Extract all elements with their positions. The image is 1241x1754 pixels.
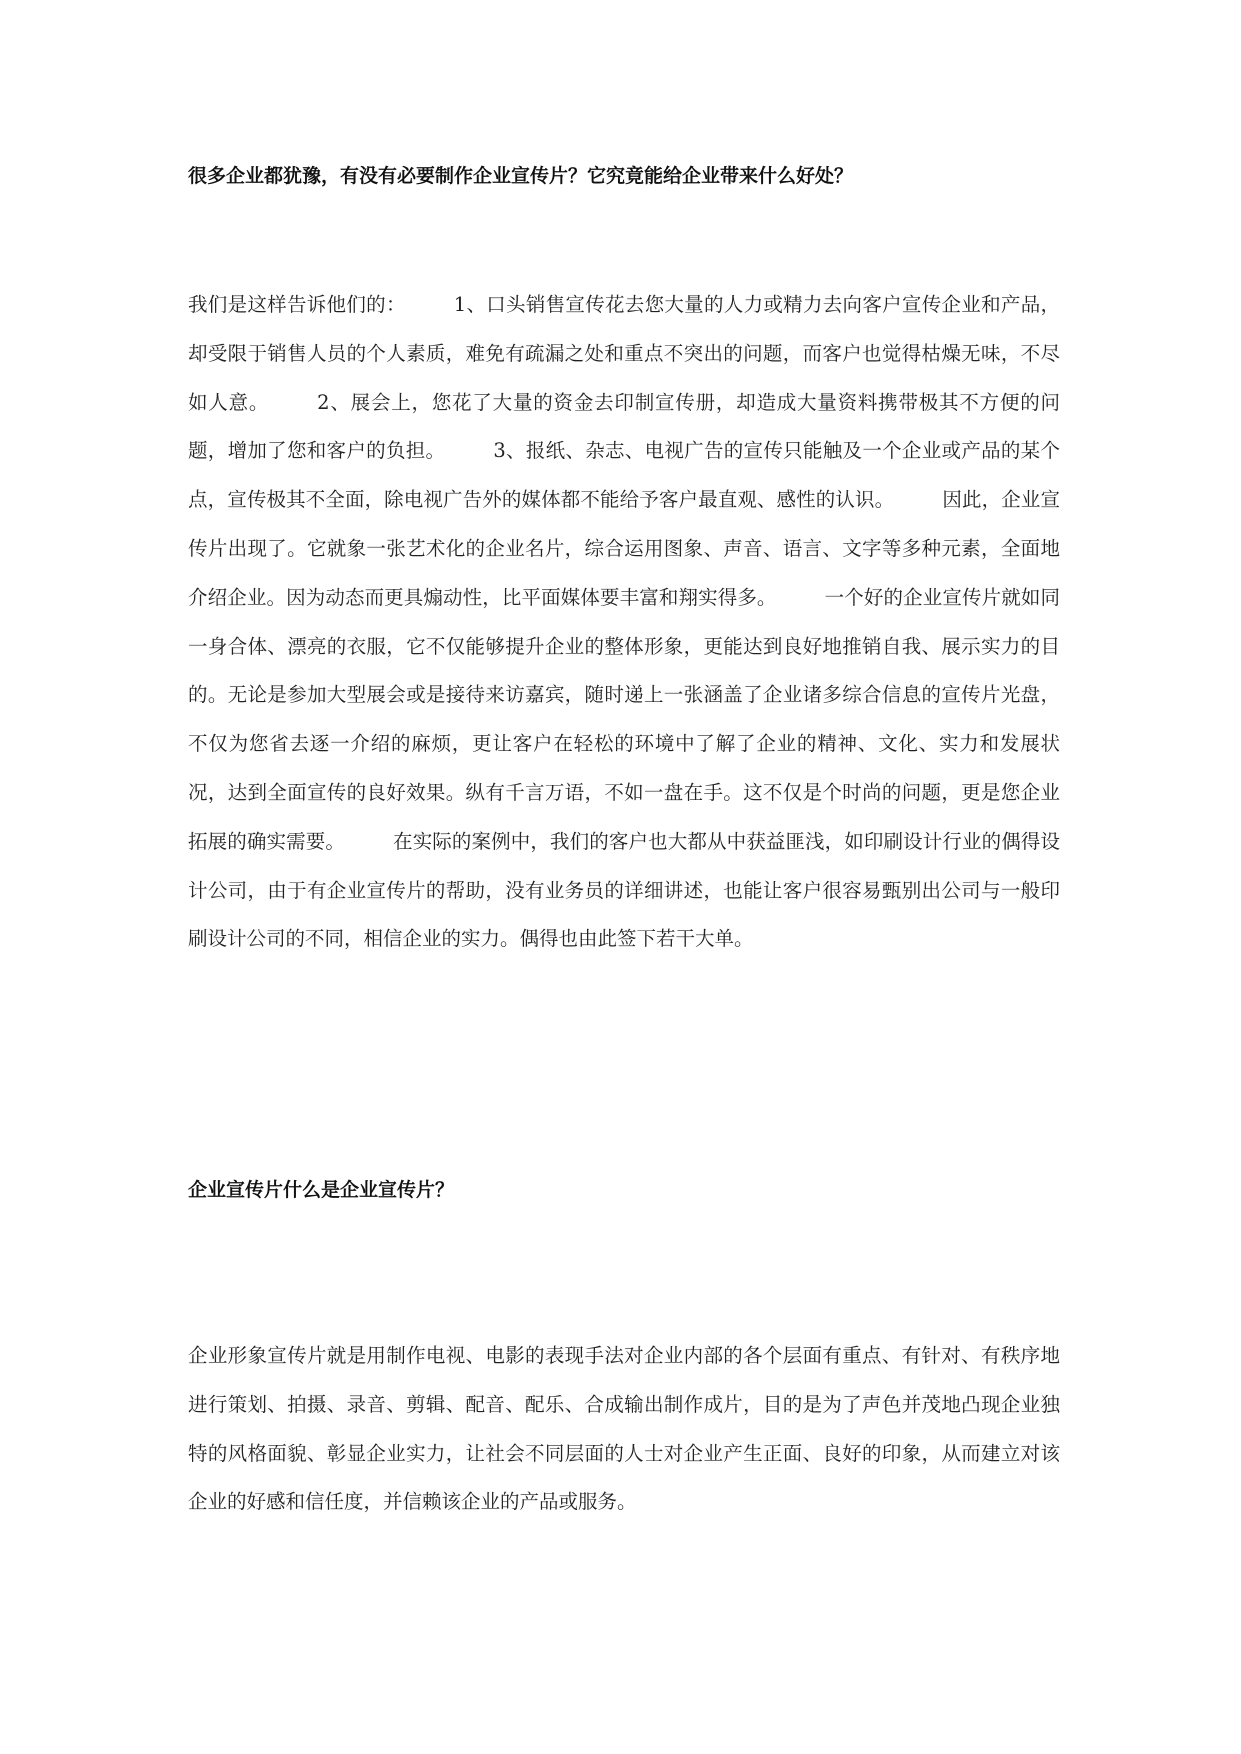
heading-what-is-film: 企业宣传片什么是企业宣传片？ [188, 1179, 455, 1201]
paragraph-definition: 企业形象宣传片就是用制作电视、电影的表现手法对企业内部的各个层面有重点、有针对、有秩序地进行策划、拍摄、录音、剪辑、配音、配乐、合成输出制作成片，目的是为了声色并茂地凸现企业独特的风格面貌、彰显企业实力，让社会不同层面的人士对企业产生正面、良好的印象，从而建立对该企业的好感和信任度，并信赖该企业的产品或服务。 [188, 1344, 1060, 1514]
point-exhibitions: 2、展会上，您花了大量的资金去印制宣传册，却造成大量资料携带极其不方便的问题，增加了您和客户的负担。 [188, 390, 1060, 463]
paragraph-intro: 我们是这样告诉他们的： [188, 293, 406, 316]
paragraph-benefits [188, 281, 1060, 964]
heading-benefits-question: 很多企业都犹豫，有没有必要制作企业宣传片？它究竟能给企业带来什么好处？ [188, 165, 854, 187]
good-film-statement: 一个好的企业宣传片就如同一身合体、漂亮的衣服，它不仅能够提升企业的整体形象，更能达到良好地推销自我、展示实力的目的。无论是参加大型展会或是接待来访嘉宾，随时递上一张涵盖了企业诸多综合信息的宣传片光盘，不仅为您省去逐一介绍的麻烦，更让客户在轻松的环境中了解了企业的精神、文化、实力和发展状况，达到全面宣传的良好效果。纵有千言万语，不如一盘在手。这不仅是个时尚的问题，更是您企业拓展的确实需要。 [188, 585, 1060, 853]
case-statement: 在实际的案例中，我们的客户也大都从中获益匪浅，如印刷设计行业的偶得设计公司，由于有企业宣传片的帮助，没有业务员的详细讲述，也能让客户很容易甄别出公司与一般印刷设计公司的不同，相信企业的实力。偶得也由此签下若干大单。 [188, 829, 1060, 951]
therefore-statement: 因此，企业宣传片出现了。它就象一张艺术化的企业名片，综合运用图象、声音、语言、文字等多种元素，全面地介绍企业。因为动态而更具煽动性，比平面媒体要丰富和翔实得多。 [188, 488, 1060, 609]
point-oral-sales: 1、口头销售宣传花去您大量的人力或精力去向客户宣传企业和产品，却受限于销售人员的个人素质，难免有疏漏之处和重点不突出的问题，而客户也觉得枯燥无味，不尽如人意。 [188, 293, 1060, 414]
point-media-ads: 3、报纸、杂志、电视广告的宣传只能触及一个企业或产品的某个点，宣传极其不全面，除电视广告外的媒体都不能给予客户最直观、感性的认识。 [188, 439, 1060, 512]
